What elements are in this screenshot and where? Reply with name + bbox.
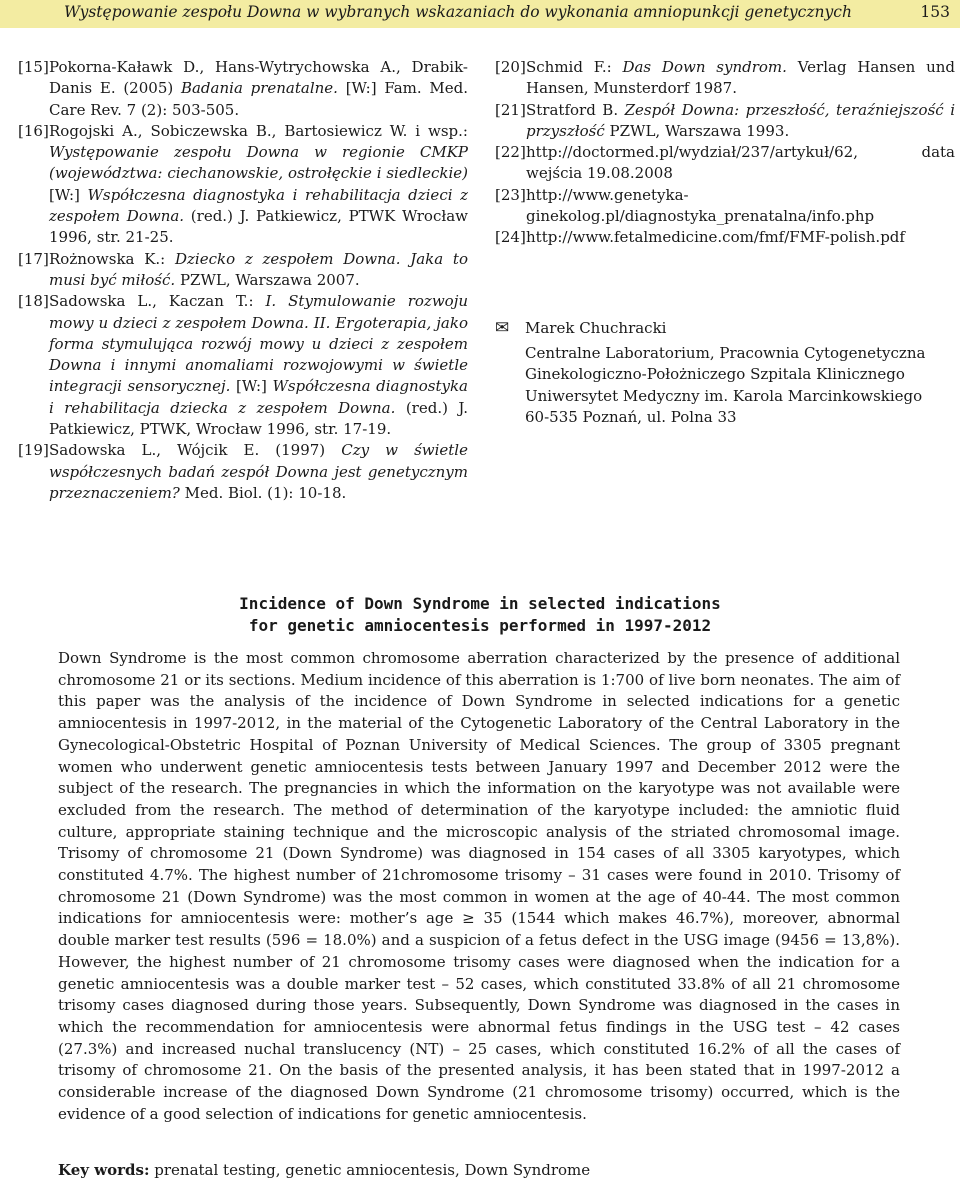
reference-item [495, 185, 955, 228]
abstract-title-line: Incidence of Down Syndrome in selected indications [239, 594, 721, 613]
reference-segment: Verlag Hansen und Hansen, Munsterdorf 1987. [526, 58, 955, 98]
reference-number: [16] [18, 121, 49, 140]
reference-number: [18] [18, 292, 49, 311]
reference-text [526, 100, 955, 143]
reference-item [495, 57, 955, 100]
reference-segment: (red.) J. Patkiewicz, PTWK, Wrocław 1996, str. 17-19. [49, 398, 468, 439]
reference-item [18, 291, 468, 440]
affiliation-line: Centralne Laboratorium, Pracownia Cytogenetyczna [525, 343, 926, 362]
reference-number: [21] [495, 100, 526, 119]
reference-text [49, 291, 468, 440]
reference-segment: Rożnowska K.: [49, 249, 175, 268]
reference-item [18, 249, 468, 292]
reference-item [18, 440, 468, 504]
reference-italic-segment: Dziecko z zespołem Downa. Jaka to musi być miłość. [49, 249, 468, 289]
reference-segment: Sadowska L., Wójcik E. (1997) [49, 441, 342, 460]
reference-segment: Stratford B. [526, 100, 625, 119]
references-right-column [495, 57, 955, 249]
reference-segment: Schmid F.: [526, 58, 623, 76]
reference-segment: (red.) J. Patkiewicz, PTWK Wrocław 1996, str. 21-25. [49, 207, 468, 247]
reference-number: [15] [18, 58, 49, 76]
abstract-title [0, 593, 960, 637]
reference-number: [17] [18, 249, 49, 268]
reference-italic-segment: Badania prenatalne. [180, 79, 338, 98]
author-name: Marek Chuchracki [525, 319, 667, 337]
reference-number: [23] [495, 185, 526, 204]
keywords-line [58, 1160, 900, 1181]
affiliation-line: Uniwersytet Medyczny im. Karola Marcinkowskiego [525, 386, 923, 405]
reference-italic-segment: I. Stymulowanie rozwoju mowy u dzieci z zespołem Downa. II. Ergoterapia, jako forma stymulująca rozwój mowy u dzieci z zespołem Downa i innymi anomaliami rozwojowymi w świetle integracji sensorycznej. [49, 292, 469, 396]
references-left-column [18, 57, 468, 504]
keywords-label: Key words: [58, 1161, 150, 1179]
reference-italic-segment: Das Down syndrom. [622, 58, 787, 76]
reference-segment: Sadowska L., Kaczan T.: [49, 292, 266, 311]
abstract-body: Down Syndrome is the most common chromosome aberration characterized by the presence of additional chromosome 21 or its sections. Medium incidence of this aberration is 1:700 of live born neonates. The aim of this paper was the analysis of the incidence of Down Syndrome in selected indications for a genetic amniocentesis in 1997-2012, in the material of the Cytogenetic Laboratory of the Central Laboratory in the Gynecological-Obstetric Hospital of Poznan University of Medical Sciences. The group of 3305 pregnant women who underwent genetic amniocentesis tests between January 1997 and December 2012 were the subject of the research. The pregnancies in which the information on the karyotype was not available were excluded from the research. The method of determination of the karyotype included: the amniotic fluid culture, appropriate staining technique and the microscopic analysis of the striated chromosomal image. Trisomy of chromosome 21 (Down Syndrome) was diagnosed in 154 cases of all 3305 karyotypes, which constituted 4.7%. The highest number of 21chromosome trisomy – 31 cases were found in 2010. Trisomy of chromosome 21 (Down Syndrome) was the most common in women at the age of 40-44. The most common indications for amniocentesis were: mother’s age ≥ 35 (1544 which makes 46.7%), moreover, abnormal double marker test results (596 = 18.0%) and a suspicion of a fetus defect in the USG image (9456 = 13,8%). However, the highest number of 21 chromosome trisomy cases were diagnosed when the indication for a genetic amniocentesis was a double marker test – 52 cases, which constituted 33.8% of all 21 chromosome trisomy cases diagnosed during those years. Subsequently, Down Syndrome was diagnosed in the cases in which the recommendation for amniocentesis were abnormal fetus findings in the USG test – 42 cases (27.3%) and increased nuchal translucency (NT) – 25 cases, which constituted 16.2% of all the cases of trisomy of chromosome 21. On the basis of the presented analysis, it has been stated that in 1997-2012 a considerable increase of the diagnosed Down Syndrome (21 chromosome trisomy) occurred, which is the evidence of a good selection of indications for genetic amniocentesis. [58, 649, 900, 1123]
reference-text [49, 249, 468, 292]
page-number: 153 [920, 3, 950, 21]
reference-number: [22] [495, 143, 526, 162]
reference-text [49, 57, 468, 121]
reference-item [495, 227, 955, 248]
reference-segment: http://www.genetyka-ginekolog.pl/diagnostyka_prenatalna/info.php [526, 185, 875, 226]
running-title: Występowanie zespołu Downa w wybranych wskazaniach do wykonania amniopunkcji genetycznych [64, 3, 852, 21]
correspondence-block [495, 318, 955, 429]
address-line: 60-535 Poznań, ul. Polna 33 [525, 408, 737, 426]
reference-segment: Rogojski A., Sobiczewska B., Bartosiewicz W. i wsp.: [49, 121, 468, 140]
reference-segment: PZWL, Warszawa 1993. [604, 121, 790, 140]
reference-segment: PZWL, Warszawa 2007. [175, 270, 360, 289]
reference-segment: [W:] [230, 377, 273, 396]
reference-item [495, 100, 955, 143]
reference-segment: [W:] Fam. Med. Care Rev. 7 (2): 503-505. [49, 79, 468, 119]
keywords-text: prenatal testing, genetic amniocentesis, Down Syndrome [149, 1161, 591, 1179]
reference-italic-segment: Współczesna diagnostyka i rehabilitacja dzieci z zespołem Downa. [49, 185, 468, 226]
reference-item [18, 57, 468, 121]
reference-italic-segment: Występowanie zespołu Downa w regionie CMKP (województwa: ciechanowskie, ostrołęckie i siedleckie) [49, 143, 468, 183]
reference-text [526, 57, 955, 100]
reference-italic-segment: Współczesna diagnostyka i rehabilitacja dziecka z zespołem Downa. [49, 377, 468, 417]
reference-text [526, 227, 955, 248]
reference-segment: Med. Biol. (1): 10-18. [179, 483, 347, 502]
envelope-icon: ✉ [495, 318, 510, 338]
reference-italic-segment: Czy w świetle współczesnych badań zespół Downa jest genetycznym przeznaczeniem? [49, 441, 468, 502]
reference-segment: http://www.fetalmedicine.com/fmf/FMF-polish.pdf [526, 228, 905, 247]
reference-segment: Pokorna-Kaławk D., Hans-Wytrychowska A., Drabik-Danis E. (2005) [49, 58, 468, 98]
reference-number: [20] [495, 58, 526, 76]
affiliation-line: Ginekologiczno-Położniczego Szpitala Klinicznego [525, 365, 905, 383]
reference-number: [19] [18, 441, 49, 460]
reference-segment: [W:] [49, 185, 88, 204]
reference-item [495, 142, 955, 185]
reference-text [526, 185, 955, 228]
reference-text [526, 142, 955, 185]
reference-text [49, 440, 468, 504]
running-header [0, 0, 960, 28]
reference-item [18, 121, 468, 249]
reference-italic-segment: Zespół Downa: przeszłość, teraźniejszość i przyszłość [526, 100, 955, 140]
reference-segment: http://doctormed.pl/wydział/237/artykuł/62, data wejścia 19.08.2008 [526, 143, 955, 183]
reference-text [49, 121, 468, 249]
abstract-title-line: for genetic amniocentesis performed in 1997-2012 [248, 616, 712, 635]
reference-number: [24] [495, 228, 526, 247]
